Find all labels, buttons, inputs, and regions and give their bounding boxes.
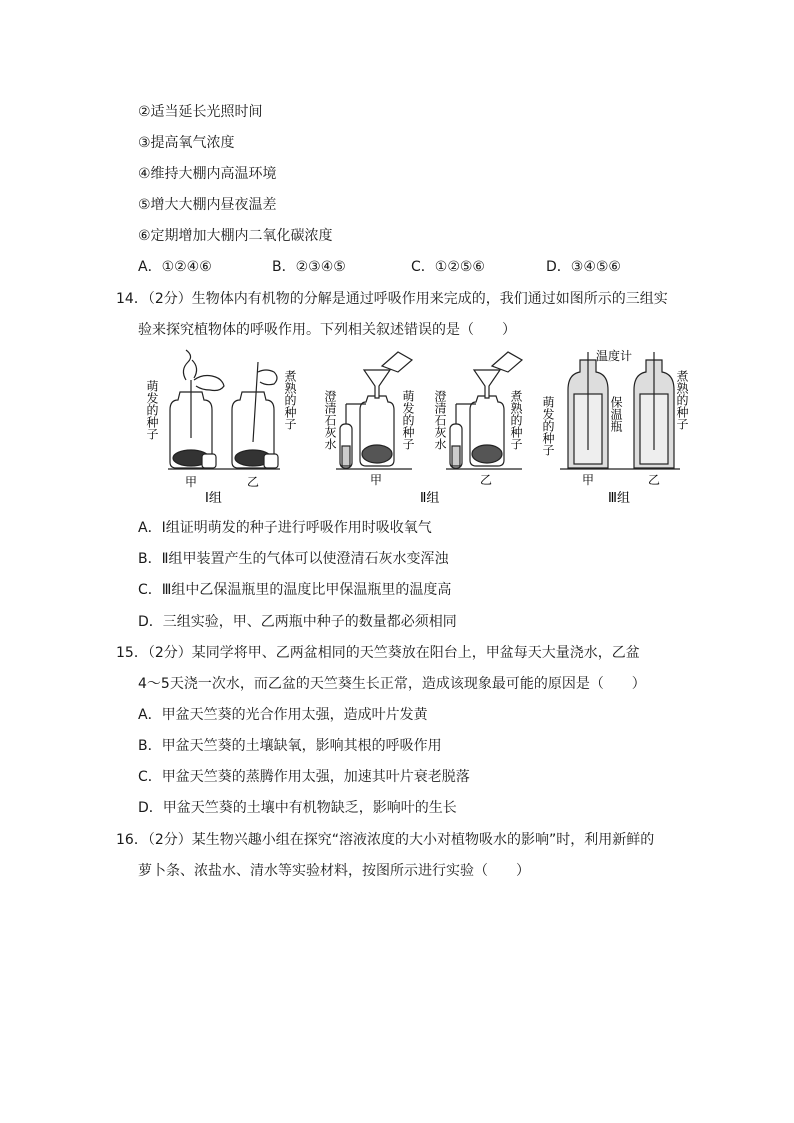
g3-jia-label: 甲	[582, 473, 595, 487]
q13-option-a[interactable]: A．①②④⑥	[138, 259, 212, 275]
q15-stem-line1: 15．（2分）某同学将甲、乙两盆相同的天竺葵放在阳台上，甲盆每天大量浇水，乙盆	[116, 645, 640, 661]
q14-option-d[interactable]: D．三组实验，甲、乙两瓶中种子的数量都必须相同	[138, 614, 457, 630]
q15-stem-line2: 4～5天浇一次水，而乙盆的天竺葵生长正常，造成该现象最可能的原因是（ ）	[138, 676, 646, 692]
funnel-jia-2	[364, 370, 390, 398]
q14-option-b[interactable]: B．Ⅱ组甲装置产生的气体可以使澄清石灰水变浑浊	[138, 551, 449, 567]
g2-seed1-label: 萌发的种子	[401, 390, 415, 450]
g1-left-label: 萌发的种子	[145, 380, 159, 440]
q16-stem-line1: 16．（2分）某生物兴趣小组在探究“溶液浓度的大小对植物吸水的影响”时，利用新鲜的	[116, 832, 655, 848]
lid-jia-1	[202, 454, 216, 468]
g2-name-label: Ⅱ组	[420, 491, 440, 506]
g2-jia-label: 甲	[370, 473, 383, 487]
q13-item-5: ⑤增大大棚内昼夜温差	[138, 197, 277, 213]
g3-left-label: 萌发的种子	[541, 396, 555, 456]
q14-stem-line1: 14．（2分）生物体内有机物的分解是通过呼吸作用来完成的，我们通过如图所示的三组实	[116, 291, 668, 307]
q13-item-4: ④维持大棚内高温环境	[138, 166, 277, 182]
q13-option-b[interactable]: B．②③④⑤	[272, 259, 346, 275]
q15-option-a[interactable]: A．甲盆天竺葵的光合作用太强，造成叶片发黄	[138, 707, 428, 723]
g3-flask-label: 保温瓶	[609, 396, 623, 432]
g3-yi-label: 乙	[648, 473, 661, 487]
q13-item-6: ⑥定期增加大棚内二氧化碳浓度	[138, 228, 333, 244]
g1-right-label: 煮熟的种子	[283, 370, 297, 430]
q13-item-2: ②适当延长光照时间	[138, 104, 263, 120]
g3-thermometer-label: 温度计	[596, 349, 633, 363]
q14-option-c[interactable]: C．Ⅲ组中乙保温瓶里的温度比甲保温瓶里的温度高	[138, 582, 452, 598]
g2-seed2-label: 煮熟的种子	[509, 390, 523, 450]
g1-yi-label: 乙	[247, 475, 260, 489]
q13-option-d[interactable]: D．③④⑤⑥	[546, 259, 621, 275]
seeds-yi-2	[472, 445, 502, 463]
lid-yi-1	[264, 454, 278, 468]
q15-option-b[interactable]: B．甲盆天竺葵的土壤缺氧，影响其根的呼吸作用	[138, 738, 442, 754]
q15-option-d[interactable]: D．甲盆天竺葵的土壤中有机物缺乏，影响叶的生长	[138, 800, 457, 816]
q16-stem-line2: 萝卜条、浓盐水、清水等实验材料，按图所示进行实验（ ）	[138, 863, 530, 879]
funnel-yi-2	[474, 370, 500, 398]
g2-water2-label: 澄清石灰水	[433, 390, 447, 450]
q13-option-c[interactable]: C．①②⑤⑥	[411, 259, 485, 275]
respiration-experiment-figure	[145, 349, 695, 510]
q13-item-3: ③提高氧气浓度	[138, 135, 235, 151]
seeds-jia-2	[362, 445, 392, 463]
g1-name-label: Ⅰ组	[205, 491, 222, 506]
g2-water1-label: 澄清石灰水	[323, 390, 337, 450]
g3-right-label: 煮熟的种子	[675, 370, 689, 430]
g3-name-label: Ⅲ组	[608, 491, 630, 506]
q14-stem-line2: 验来探究植物体的呼吸作用。下列相关叙述错误的是（ ）	[138, 322, 516, 338]
g2-yi-label: 乙	[480, 473, 493, 487]
q14-option-a[interactable]: A．Ⅰ组证明萌发的种子进行呼吸作用时吸收氧气	[138, 520, 432, 536]
q15-option-c[interactable]: C．甲盆天竺葵的蒸腾作用太强，加速其叶片衰老脱落	[138, 769, 470, 785]
g1-jia-label: 甲	[185, 475, 198, 489]
